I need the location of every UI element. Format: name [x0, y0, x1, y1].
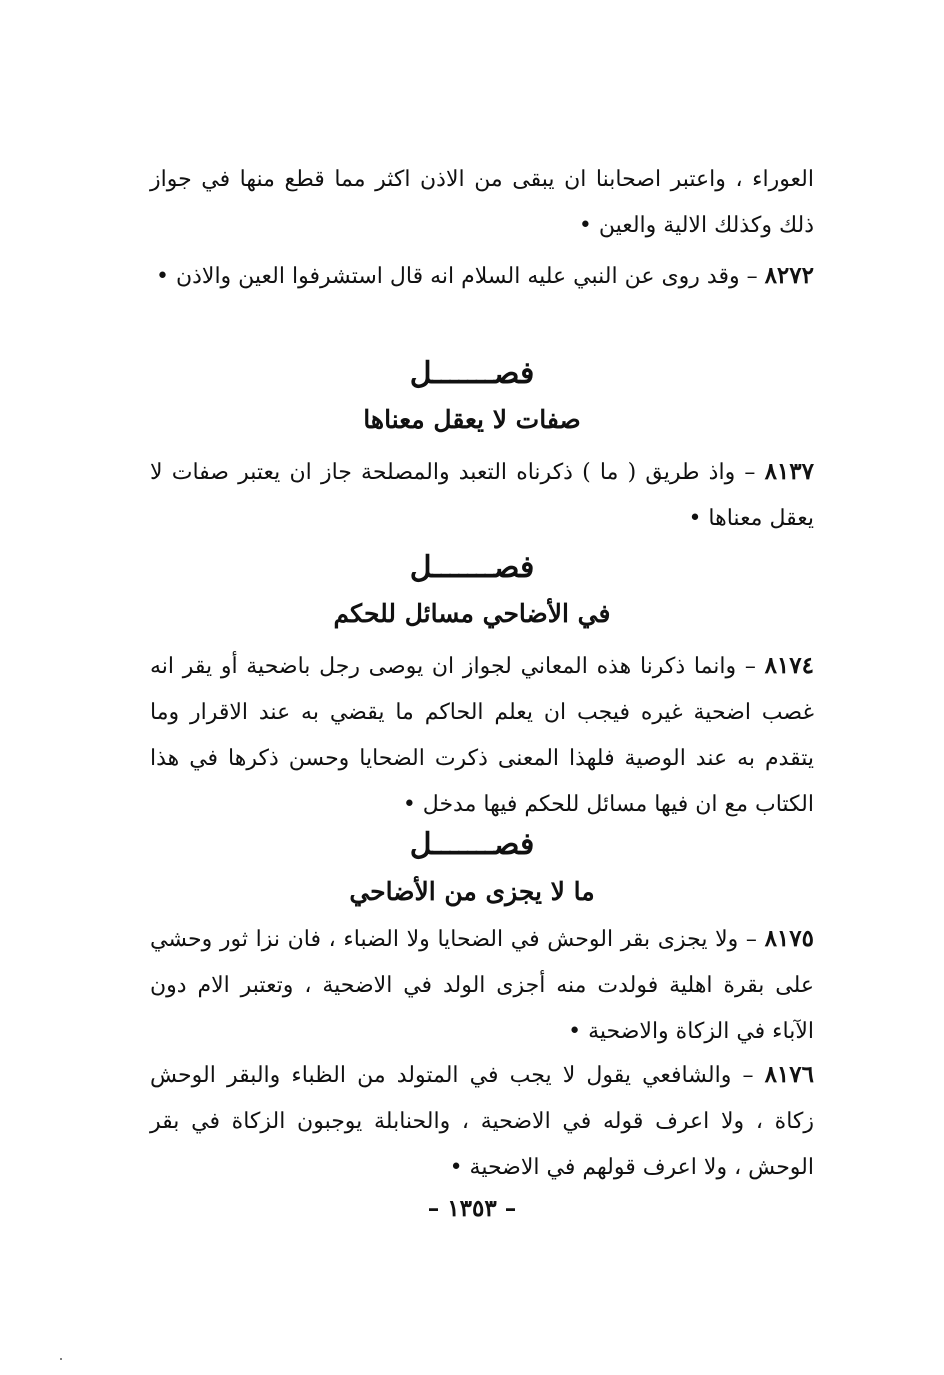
- section-title: صفات لا يعقل معناها: [363, 405, 581, 434]
- paragraph-text: – وقد روى عن النبي عليه السلام انه قال استشرفوا العين والاذن •: [155, 264, 765, 289]
- page-number: – ١٣٥٣ –: [427, 1195, 517, 1222]
- section-heading-word: فصـــــــل: [409, 827, 535, 862]
- paragraph-text: العوراء ، واعتبر اصحابنا ان يبقى من الاذن اكثر مما قطع منها في جواز ذلك وكذلك الالية والعين •: [150, 167, 814, 238]
- section-heading-word: فصـــــــل: [409, 550, 535, 585]
- paragraph-8175: [150, 916, 814, 1055]
- section-heading-word: فصـــــــل: [409, 356, 535, 391]
- scan-speck: [60, 1358, 62, 1360]
- paragraph-number: ٨١٣٧: [764, 458, 814, 485]
- section-title: في الأضاحي مسائل للحكم: [333, 599, 611, 628]
- paragraph-text: – والشافعي يقول لا يجب في المتولد من الظباء والبقر الوحش زكاة ، ولا اعرف قوله في الاضحية ، والحنابلة يوجبون الزكاة في بقر الوحش ، ولا اعرف قولهم في الاضحية •: [150, 1063, 814, 1180]
- paragraph-8176: [150, 1052, 814, 1191]
- paragraph-continuation: [150, 157, 814, 249]
- paragraph-text: – وانما ذكرنا هذه المعاني لجواز ان يوصى رجل باضحية أو يقر انه غصب اضحية غيره فيجب ان يعلم الحاكم ما يقضي به عند الاقرار وما يتقدم به عند الوصية فلهذا المعنى ذكرت الضحايا وحسن ذكرها في هذا الكتاب مع ان فيها مسائل للحكم فيها مدخل •: [150, 654, 814, 817]
- paragraph-number: ٨١٧٦: [764, 1061, 814, 1088]
- paragraph-8174: [150, 643, 814, 828]
- paragraph-8272: [150, 253, 814, 300]
- paragraph-number: ٨١٧٤: [764, 652, 814, 679]
- section-title: ما لا يجزى من الأضاحي: [349, 877, 595, 906]
- paragraph-8137: [150, 449, 814, 542]
- paragraph-text: – ولا يجزى بقر الوحش في الضحايا ولا الضباء ، فان نزا ثور وحشي على بقرة اهلية فولدت منه أجزى الولد في الاضحية ، وتعتبر الام دون الآباء في الزكاة والاضحية •: [150, 927, 814, 1044]
- paragraph-number: ٨٢٧٢: [764, 262, 814, 289]
- paragraph-number: ٨١٧٥: [764, 925, 814, 952]
- paragraph-text: – واذ طريق ( ما ) ذكرناه التعبد والمصلحة جاز ان يعتبر صفات لا يعقل معناها •: [150, 460, 814, 531]
